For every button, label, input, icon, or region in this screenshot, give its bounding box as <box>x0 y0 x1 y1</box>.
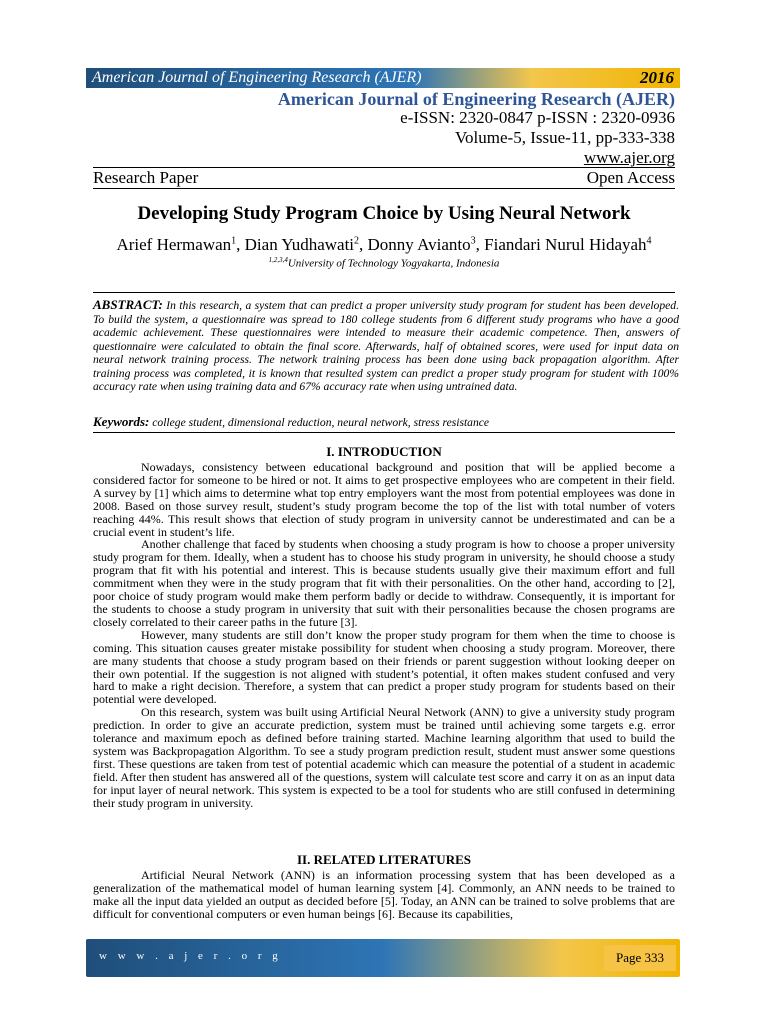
paragraph: However, many students are still don’t know the proper study program for them when the time to choose is coming. This situation causes greater mistake possibility for student when choosing a study program. Moreover, there are many students that choose a study program based on their friends or parent suggestion without looking deeper on their own potential. If the suggestion is not aligned with student’s potential, it often makes student confused and very hard to make a right decision. Therefore, a system that can predict a proper study program for students based on their potential were developed. <box>93 627 675 707</box>
paragraph: Another challenge that faced by students when choosing a study program is how to choose a proper university study program for them. Ideally, when a student has to choose his study program in university, he should choose a study program that fit with his potential and interest. This is because students usually give their maximum effort and full commitment when they were in the study program that fit with their personalities. On the other hand, according to [2], poor choice of study program would make them perform badly or decide to withdraw. Consequently, it is important for the students to choose a study program in university that suit with their personalities because the chosen programs are closely correlated to their career paths in the future [3]. <box>93 537 675 629</box>
introduction-body <box>93 461 675 809</box>
band-journal-title: American Journal of Engineering Research (AJER) <box>92 69 422 86</box>
paper-title: Developing Study Program Choice by Using Neural Network <box>137 203 631 224</box>
journal-name: American Journal of Engineering Research (AJER) <box>277 89 675 109</box>
author-name: Dian Yudhawati <box>244 235 355 254</box>
paragraph: On this research, system was built using Artificial Neural Network (ANN) to give a university study program prediction. In order to give an accurate prediction, system must be trained until achieving some targets e.g. error tolerance and maximum epoch as defined before training started. Machine learning algorithm that used to build the system was Backpropagation Algorithm. To see a study program prediction result, student must answer some questions first. These questions are taken from test of potential academic which can measure the potential of a student in academic field. After then student has answered all of the questions, system will calculate test score and carry it on as an input data for input layer of neural network. This system is expected to be a tool for students who are still confused in determining their study program in university. <box>93 705 675 810</box>
author-name: Fiandari Nurul Hidayah <box>484 235 647 254</box>
section-heading-introduction: I. INTRODUCTION <box>326 444 442 459</box>
paragraph: Nowadays, consistency between educational background and position that will be applied become a considered factor for someone to be hired or not. It aims to get prospective employees who are competent in their field. A survey by [1] which aims to determine what top entry employers want the most from potential employees was done in 2008. Based on those survey result, student’s study program become the top of the list with total number of voters reaching 44%. This result shows that election of study program in university cannot be underestimated and can be a crucial event in student’s life. <box>93 460 675 539</box>
keywords <box>93 414 679 430</box>
author-list: Arief Hermawan$^1$, Dian Yudhawati$^2$, Donny Avianto$^3$, Fiandari Nurul Hidayah$^4$ <box>116 235 652 254</box>
affiliation-sup: 1,2,3,4 <box>268 256 288 264</box>
abstract-text: In this research, a system that can predict a proper university study program for student has been developed. To build the system, a questionnaire was spread to 180 college students from 6 different study programs who have a good academic achievement. These questionnaires were intended to measure their academic competence. Then, answers of questionnaire were calculated to obtain the final score. Afterwards, half of obtained scores, were used for input data on neural network training process. The network training process has been done using back propagation algorithm. After training process was completed, it is known that resulted system can predict a proper study program for student with 100% accuracy rate when using training data and 67% accuracy rate when using untrained data. <box>93 299 679 393</box>
keywords-text: college student, dimensional reduction, neural network, stress resistance <box>152 416 490 429</box>
footer-website[interactable]: w w w . a j e r . o r g <box>99 950 282 962</box>
volume-line: Volume-5, Issue-11, pp-333-338 <box>454 128 675 147</box>
author-sup: 1 <box>231 235 237 247</box>
related-literatures-body <box>93 869 675 921</box>
abstract-label: ABSTRACT: <box>93 297 163 312</box>
page-number: Page 333 <box>604 945 676 971</box>
paragraph: Artificial Neural Network (ANN) is an information processing system that has been developed as a generalization of the mathematical model of human learning system [4]. Commonly, an ANN needs to be trained to make all the input data yielded an output as decided before [5]. Today, an ANN can be trained to solve problems that are difficult for conventional computers or even human beings [6]. Because its capabilities, <box>93 868 675 921</box>
author-sup: 4 <box>646 235 652 247</box>
header-rule-bottom <box>93 188 675 189</box>
abstract-rule-bottom <box>93 432 675 433</box>
affiliation-text: University of Technology Yogyakarta, Indonesia <box>287 257 500 270</box>
author-sup: 2 <box>354 235 360 247</box>
issn-line: e-ISSN: 2320-0847 p-ISSN : 2320-0936 <box>400 108 675 127</box>
paper-type: Research Paper <box>93 168 199 187</box>
abstract <box>93 298 679 394</box>
author-name: Donny Avianto <box>367 235 471 254</box>
section-heading-related-literatures: II. RELATED LITERATURES <box>297 852 471 867</box>
keywords-label: Keywords: <box>93 414 150 429</box>
affiliation <box>93 256 675 270</box>
abstract-rule-top <box>93 292 675 293</box>
band-year: 2016 <box>640 68 674 87</box>
author-name: Arief Hermawan <box>116 235 232 254</box>
header-band <box>86 68 680 88</box>
author-sup: 3 <box>470 235 476 247</box>
open-access-label: Open Access <box>586 168 675 187</box>
website-link[interactable]: www.ajer.org <box>583 148 675 167</box>
